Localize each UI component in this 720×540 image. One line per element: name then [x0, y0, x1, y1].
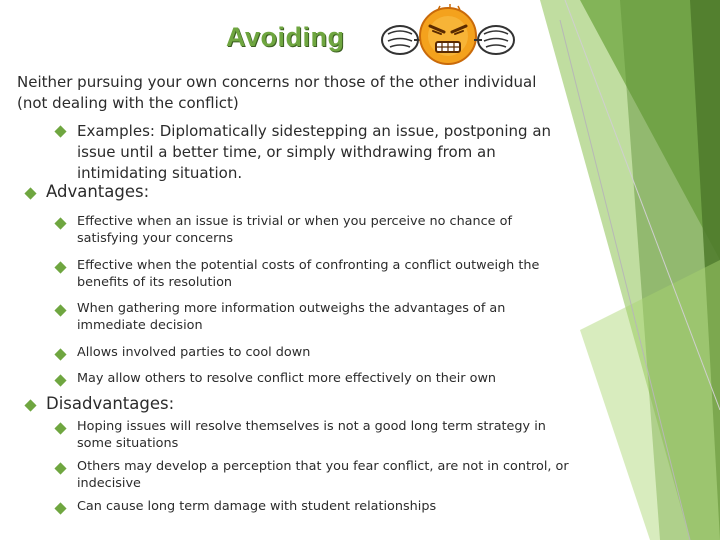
angry-face-icon: [378, 4, 518, 68]
list-item: Effective when the potential costs of confronting a conflict outweigh the benefits of its resolution: [77, 258, 540, 290]
list-item: May allow others to resolve conflict more effectively on their own: [77, 371, 497, 386]
list-item: Others may develop a perception that you fear conflict, are not in control, or indecisive: [77, 459, 569, 491]
clenched-fist-icon: [382, 26, 422, 54]
intro-text: Neither pursuing your own concerns nor those of the other individual (not dealing with the conflict): [17, 73, 537, 112]
slide-title: Avoiding: [226, 22, 345, 52]
examples-text: Diplomatically sidestepping an issue, postponing an issue until a better time, or simply withdrawing from an intimidating situation.: [77, 122, 552, 182]
clenched-fist-icon: [474, 26, 514, 54]
disadvantages-heading: Disadvantages:: [46, 394, 175, 413]
list-item: Effective when an issue is trivial or when you perceive no chance of satisfying your concerns: [77, 214, 512, 246]
examples-label: Examples:: [77, 122, 155, 140]
list-item: Can cause long term damage with student relationships: [77, 499, 437, 514]
list-item: Hoping issues will resolve themselves is not a good long term strategy in some situations: [77, 419, 546, 451]
list-item: When gathering more information outweighs the advantages of an immediate decision: [77, 301, 506, 333]
advantages-heading: Advantages:: [46, 182, 150, 201]
list-item: Allows involved parties to cool down: [77, 345, 311, 360]
